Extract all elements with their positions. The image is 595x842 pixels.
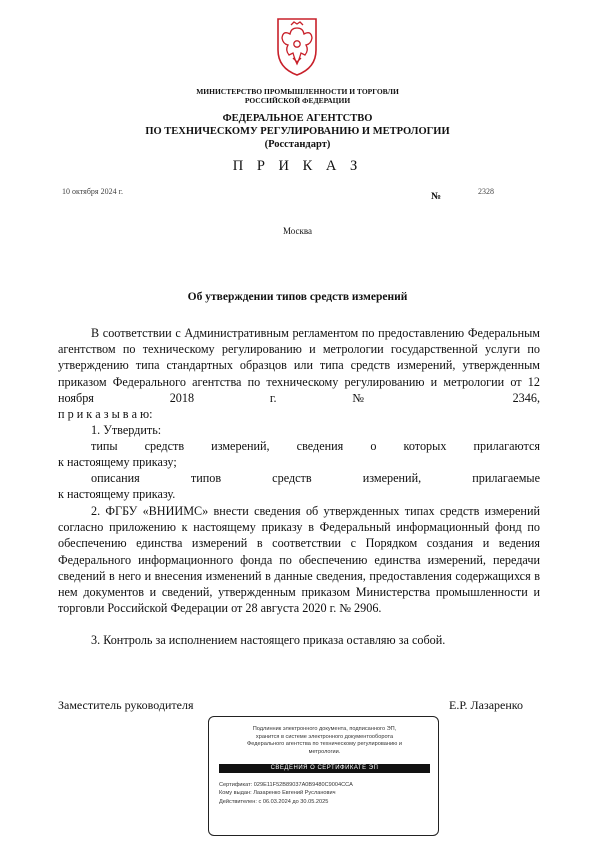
signer-name: Е.Р. Лазаренко xyxy=(449,698,524,712)
certificate-validity: Действителен: с 06.03.2024 до 30.05.2025 xyxy=(219,798,329,805)
agency-name xyxy=(0,112,595,151)
stamp-note-line-3: Федерального агентства по техническому регулированию и xyxy=(246,741,402,748)
order-number: 2328 xyxy=(478,187,494,196)
stamp-note-line-1: Подлинник электронного документа, подписанного ЭП, xyxy=(252,726,397,732)
certificate-serial: Сертификат: 029E11F52B89037A0B9480C9004CCA xyxy=(219,782,353,788)
order-number-label: № xyxy=(431,191,442,202)
stamp-certificate-info xyxy=(219,781,353,806)
certificate-owner: Кому выдан: Лазаренко Евгений Русланович xyxy=(219,790,336,797)
item-1: 1. Утвердить: xyxy=(91,423,162,437)
stamp-note xyxy=(209,726,440,756)
stamp-title-bar: СВЕДЕНИЯ О СЕРТИФИКАТЕ ЭП xyxy=(219,764,430,773)
item-1-b-cont: к настоящему приказу. xyxy=(58,487,176,501)
stamp-note-line-2: хранится в системе электронного документооборота xyxy=(255,733,394,740)
paragraph-preamble: В соответствии с Административным регламентом по предоставлению Федеральным агентством по техническому регулированию и метрологии государственной услуги по утверждению типа стандартных образцов или типа средств измерений, утвержденным приказом Федерального агентства по техническому регулированию и метрологии от 12 ноября 2018 г. № 2346, xyxy=(58,326,540,405)
stamp-note-line-4: метрологии. xyxy=(308,748,341,755)
order-city: Москва xyxy=(283,226,312,236)
agency-line-3: (Росстандарт) xyxy=(264,139,331,150)
coat-of-arms-icon xyxy=(271,14,323,78)
agency-line-2: ПО ТЕХНИЧЕСКОМУ РЕГУЛИРОВАНИЮ И МЕТРОЛОГИИ xyxy=(145,126,450,137)
ministry-line-2: РОССИЙСКОЙ ФЕДЕРАЦИИ xyxy=(244,96,351,105)
ministry-name xyxy=(0,87,595,105)
item-2: 2. ФГБУ «ВНИИМС» внести сведения об утвержденных типах средств измерений согласно приложению к настоящему приказу в Федеральный информационный фонд по обеспечению единства измерений в соответствии с Порядком создания и ведения Федерального информационного фонда по обеспечению единства измерений, передачи сведений в него и внесения изменений в данные сведения, предоставления содержащихся в нем документов и сведений, утвержденным приказом Министерства промышленности и торговли Российской Федерации от 28 августа 2020 г. № 2906. xyxy=(58,504,540,616)
order-subject: Об утверждении типов средств измерений xyxy=(187,291,408,303)
signer-position: Заместитель руководителя xyxy=(58,698,194,712)
order-date: 10 октября 2024 г. xyxy=(62,187,123,196)
order-title: П Р И К А З xyxy=(232,158,363,174)
electronic-signature-stamp xyxy=(208,716,439,836)
item-1-a: типы средств измерений, сведения о которых прилагаются xyxy=(91,439,540,453)
item-3: 3. Контроль за исполнением настоящего приказа оставляю за собой. xyxy=(91,633,446,647)
paragraph-order-word: п р и к а з ы в а ю: xyxy=(58,407,153,421)
item-1-b: описания типов средств измерений, прилагаемые xyxy=(91,471,540,485)
item-1-a-cont: к настоящему приказу; xyxy=(58,455,177,469)
ministry-line-1: МИНИСТЕРСТВО ПРОМЫШЛЕННОСТИ И ТОРГОВЛИ xyxy=(196,87,399,96)
agency-line-1: ФЕДЕРАЛЬНОЕ АГЕНТСТВО xyxy=(222,113,373,124)
